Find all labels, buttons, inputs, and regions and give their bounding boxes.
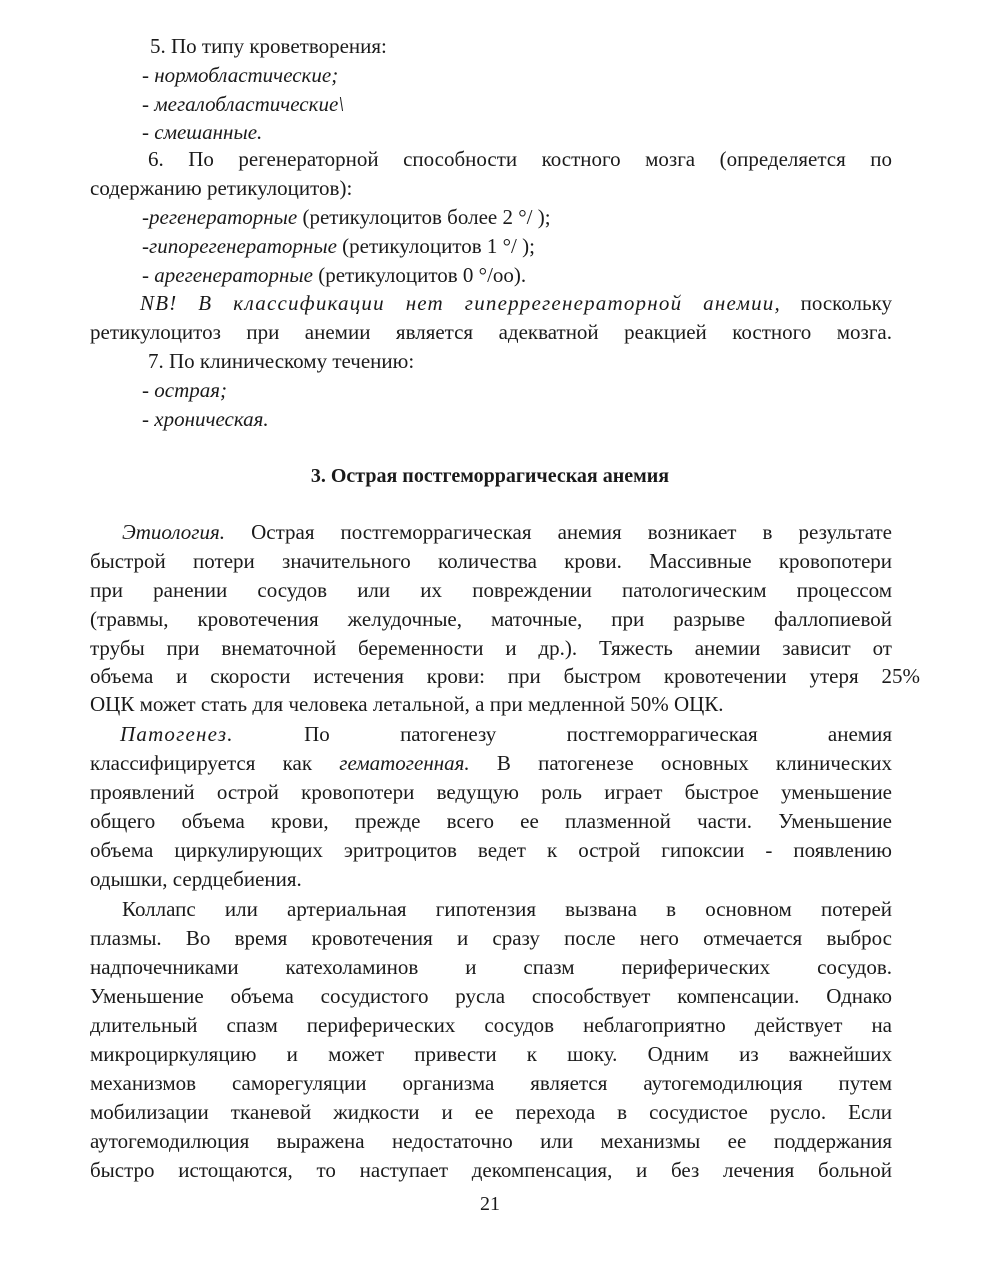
pathogenesis-line: Патогенез. По патогенезу постгеморрагическая анемия xyxy=(120,722,892,746)
collapse-line: плазмы. Во время кровотечения и сразу после него отмечается выброс xyxy=(90,926,892,950)
collapse-line: Коллапс или артериальная гипотензия вызвана в основном потерей xyxy=(122,897,892,921)
collapse-line: Уменьшение объема сосудистого русла способствует компенсации. Однако xyxy=(90,984,892,1008)
etiology-line: (травмы, кровотечения желудочные, маточные, при разрыве фаллопиевой xyxy=(90,607,892,631)
item7-title: 7. По клиническому течению: xyxy=(148,349,415,373)
section-heading: 3. Острая постгеморрагическая анемия xyxy=(310,465,670,487)
pathogenesis-line: объема циркулирующих эритроцитов ведет к острой гипоксии - появлению xyxy=(90,838,892,862)
pathogenesis-line: одышки, сердцебиения. xyxy=(90,867,302,891)
etiology-line: ОЦК может стать для человека летальной, а при медленной 50% ОЦК. xyxy=(90,692,724,716)
pathogenesis-label: Патогенез. xyxy=(120,722,234,746)
pathogenesis-line: общего объема крови, прежде всего ее плазменной части. Уменьшение xyxy=(90,809,892,833)
etiology-label: Этиология. xyxy=(122,520,226,544)
item5-option: - мегалобластические\ xyxy=(142,92,345,116)
option-term: гипорегенераторные xyxy=(149,234,337,258)
item6-option: -регенераторные (ретикулоцитов более 2 °/ ); xyxy=(142,205,551,229)
item7-option: - хроническая. xyxy=(142,407,269,431)
item5-option: - смешанные. xyxy=(142,120,263,144)
item6-option: - арегенераторные (ретикулоцитов 0 °/оо). xyxy=(142,263,527,287)
etiology-line: Этиология. Острая постгеморрагическая анемия возникает в результате xyxy=(122,520,892,544)
item6-title-line2: содержанию ретикулоцитов): xyxy=(90,176,353,200)
collapse-line: микроциркуляцию и может привести к шоку. Одним из важнейших xyxy=(90,1042,892,1066)
item7-option: - острая; xyxy=(142,378,227,402)
pathogenesis-line: проявлений острой кровопотери ведущую роль играет быстрое уменьшение xyxy=(90,780,892,804)
etiology-line: трубы при внематочной беременности и др.). Тяжесть анемии зависит от xyxy=(90,636,892,660)
collapse-line: быстро истощаются, то наступает декомпенсация, и без лечения больной xyxy=(90,1158,892,1182)
term-hematogenic: гематогенная. xyxy=(339,751,470,775)
collapse-line: механизмов саморегуляции организма является аутогемодилюция путем xyxy=(90,1071,892,1095)
item5-option: - нормобластические; xyxy=(142,63,339,87)
collapse-line: мобилизации тканевой жидкости и ее перехода в сосудистое русло. Если xyxy=(90,1100,892,1124)
etiology-line: при ранении сосудов или их повреждении патологическим процессом xyxy=(90,578,892,602)
collapse-line: аутогемодилюция выражена недостаточно или механизмы ее поддержания xyxy=(90,1129,892,1153)
collapse-line: надпочечниками катехоламинов и спазм периферических сосудов. xyxy=(90,955,892,979)
etiology-line: объема и скорости истечения крови: при быстром кровотечении утеря 25% xyxy=(90,664,920,688)
collapse-line: длительный спазм периферических сосудов неблагоприятно действует на xyxy=(90,1013,892,1037)
option-term: регенераторные xyxy=(149,205,298,229)
etiology-line: быстрой потери значительного количества крови. Массивные кровопотери xyxy=(90,549,892,573)
item6-title-line1: 6. По регенераторной способности костного мозга (определяется по xyxy=(148,147,892,171)
page-number: 21 xyxy=(480,1193,500,1215)
item6-option: -гипорегенераторные (ретикулоцитов 1 °/ ); xyxy=(142,234,535,258)
pathogenesis-line: классифицируется как гематогенная. В патогенезе основных клинических xyxy=(90,751,892,775)
option-term: арегенераторные xyxy=(154,263,313,287)
nb-note-line1: NB! В классификации нет гиперрегенераторной анемии, поскольку xyxy=(140,291,893,315)
nb-note-line2: ретикулоцитоз при анемии является адекватной реакцией костного мозга. xyxy=(90,320,892,344)
item5-title: 5. По типу кроветворения: xyxy=(150,34,387,58)
